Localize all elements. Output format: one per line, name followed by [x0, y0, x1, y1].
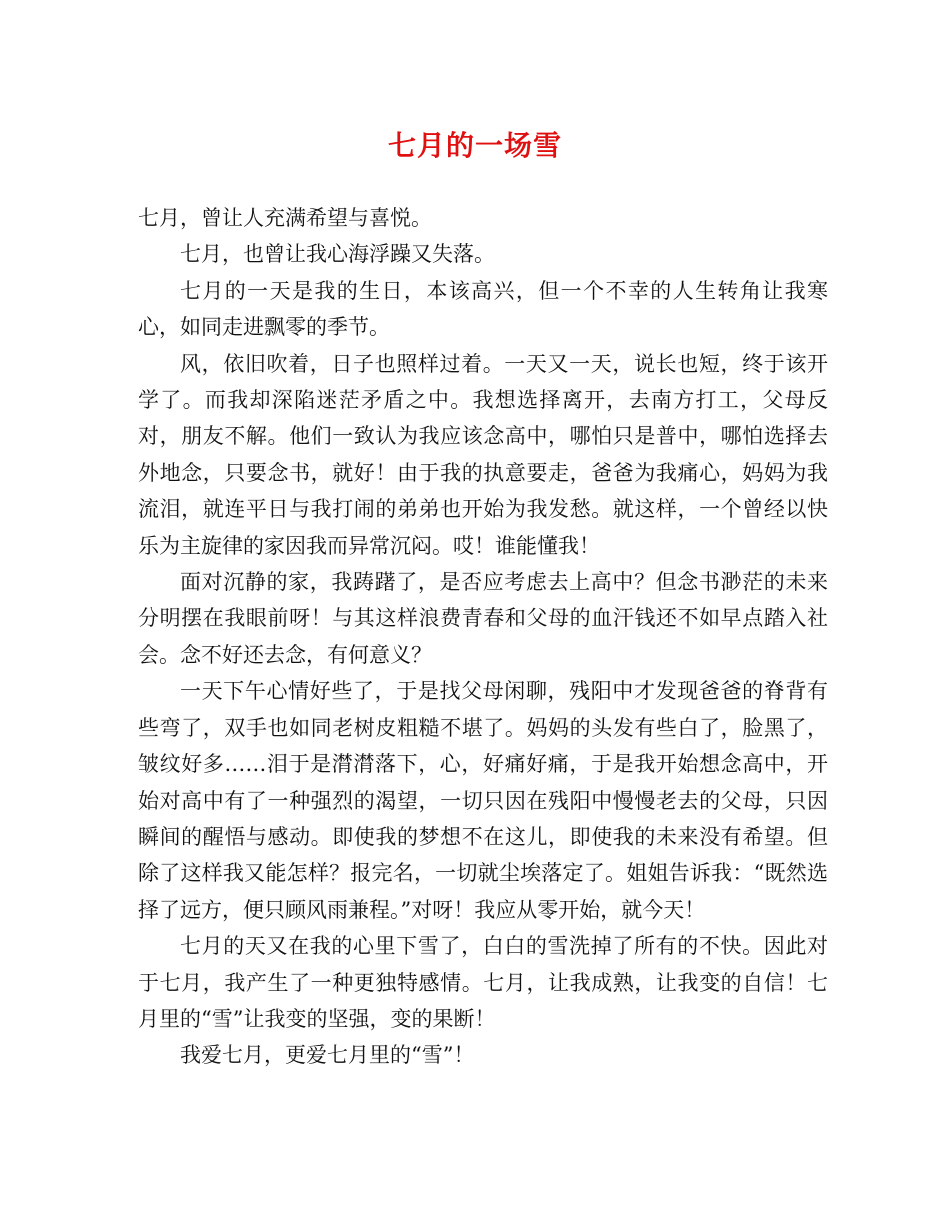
paragraph: 七月的天又在我的心里下雪了，白白的雪洗掉了所有的不快。因此对于七月，我产生了一种更独特感情。七月，让我成熟，让我变的自信！七月里的“雪”让我变的坚强，变的果断！ [138, 934, 828, 1031]
document-title: 七月的一场雪 [387, 129, 562, 162]
paragraph: 我爱七月，更爱七月里的“雪”！ [180, 1043, 475, 1068]
paragraph: 七月的一天是我的生日，本该高兴，但一个不幸的人生转角让我寒心，如同走进飘零的季节。 [138, 278, 828, 340]
document-body [138, 200, 828, 1074]
paragraph: 风，依旧吹着，日子也照样过着。一天又一天，说长也短，终于该开学了。而我却深陷迷茫矛盾之中。我想选择离开，去南方打工，父母反对，朋友不解。他们一致认为我应该念高中，哪怕只是普中，哪怕选择去外地念，只要念书，就好！由于我的执意要走，爸爸为我痛心，妈妈为我流泪，就连平日与我打闹的弟弟也开始为我发愁。就这样，一个曾经以快乐为主旋律的家因我而异常沉闷。哎！谁能懂我！ [138, 351, 828, 558]
paragraph: 一天下午心情好些了，于是找父母闲聊，残阳中才发现爸爸的脊背有些弯了，双手也如同老树皮粗糙不堪了。妈妈的头发有些白了，脸黑了，皱纹好多……泪于是潸潸落下，心，好痛好痛，于是我开始想念高中，开始对高中有了一种强烈的渴望，一切只因在残阳中慢慢老去的父母，只因瞬间的醒悟与感动。即使我的梦想不在这儿，即使我的未来没有希望。但除了这样我又能怎样？报完名，一切就尘埃落定了。姐姐告诉我：“既然选择了远方，便只顾风雨兼程。”对呀！我应从零开始，就今天！ [138, 679, 828, 922]
paragraph: 七月，也曾让我心海浮躁又失落。 [180, 242, 495, 267]
paragraph: 面对沉静的家，我踌躇了，是否应考虑去上高中？但念书渺茫的未来分明摆在我眼前呀！与其这样浪费青春和父母的血汗钱还不如早点踏入社会。念不好还去念，有何意义？ [138, 570, 828, 667]
paragraph: 七月，曾让人充满希望与喜悦。 [138, 206, 432, 230]
